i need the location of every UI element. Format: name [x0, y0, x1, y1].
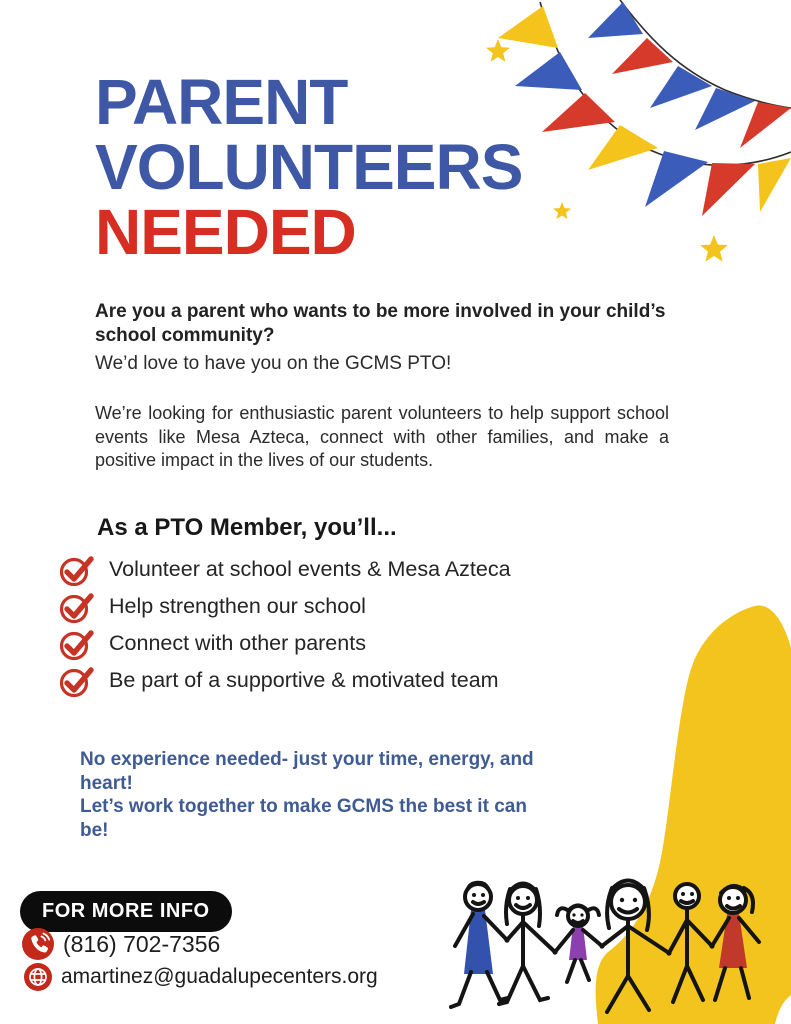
phone-contact-row [22, 928, 220, 960]
membership-heading: As a PTO Member, you’ll... [97, 514, 397, 541]
checklist-item [60, 662, 511, 699]
intro-invite: We’d love to have you on the GCMS PTO! [95, 353, 452, 374]
closing-line-2: Let’s work together to make GCMS the best it can be! [80, 796, 527, 841]
checklist-item-label: Be part of a supportive & motivated team [109, 668, 499, 692]
intro-paragraph: We’re looking for enthusiastic parent volunteers to help support school events like Mesa Azteca, connect with other families, and make a positive impact in the lives of our students. [95, 403, 669, 470]
title-line-volunteers: VOLUNTEERS [95, 131, 523, 203]
intro-section [95, 300, 669, 473]
star-icon [486, 39, 510, 63]
intro-question: Are you a parent who wants to be more involved in your child’s school community? [95, 301, 666, 346]
star-icon [700, 235, 728, 263]
checkmark-icon [60, 553, 96, 588]
closing-message [80, 748, 548, 842]
benefits-checklist [60, 551, 511, 699]
title-line-parent: PARENT [95, 66, 348, 138]
page-title [95, 66, 523, 268]
globe-icon [24, 963, 52, 991]
checkmark-icon [60, 664, 96, 699]
for-more-info-badge: FOR MORE INFO [20, 891, 232, 932]
checklist-item-label: Volunteer at school events & Mesa Azteca [109, 557, 511, 581]
email-contact-row [24, 963, 378, 991]
phone-number: (816) 702-7356 [63, 930, 221, 957]
email-address: amartinez@guadalupecenters.org [61, 965, 378, 988]
closing-line-1: No experience needed- just your time, energy, and heart! [80, 749, 534, 794]
checkmark-icon [60, 590, 96, 625]
phone-icon [22, 928, 54, 960]
checklist-item-label: Connect with other parents [109, 631, 366, 655]
checklist-item [60, 551, 511, 588]
stick-figure-family-illustration [447, 874, 780, 1017]
checklist-item-label: Help strengthen our school [109, 594, 366, 618]
title-line-needed: NEEDED [95, 196, 356, 268]
checklist-item [60, 625, 511, 662]
star-icon [553, 202, 571, 220]
checkmark-icon [60, 627, 96, 662]
checklist-item [60, 588, 511, 625]
